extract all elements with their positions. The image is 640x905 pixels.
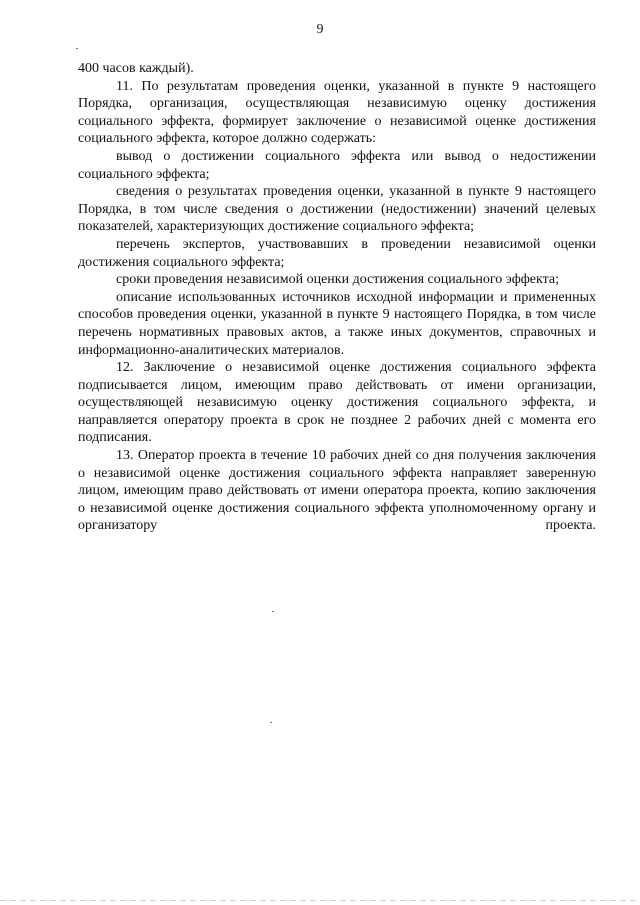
paragraph-item-12: 12. Заключение о независимой оценке достижения социального эффекта подписывается лицом, имеющим право действовать от имени организации, осуществляющей независимую оценку достижения социального эффекта, и направляется оператору проекта в срок не позднее 2 рабочих дней с момента его подписания.: [78, 360, 596, 446]
scan-speck: [270, 722, 272, 723]
paragraph-conclusion-content: вывод о достижении социального эффекта или вывод о недостижении социального эффекта;: [78, 148, 596, 182]
paragraph-item-11: 11. По результатам проведения оценки, указанной в пункте 9 настоящего Порядка, организация, осуществляющая независимую оценку достижения социального эффекта, формирует заключение о независимой оценке достижения социального эффекта, которое должно содержать:: [78, 78, 596, 147]
paragraph-sources-description: описание использованных источников исходной информации и примененных способов проведения оценки, указанной в пункте 9 настоящего Порядка, в том числе перечень нормативных правовых актов, а также иных документов, справочных и информационно-аналитических материалов.: [78, 289, 596, 358]
paragraph-evaluation-terms: сроки проведения независимой оценки достижения социального эффекта;: [116, 272, 560, 288]
paragraph-item-13: 13. Оператор проекта в течение 10 рабочих дней со дня получения заключения о независимой оценке достижения социального эффекта направляет заверенную лицом, имеющим право действовать от имени оператора проекта, копию заключения о независимой оценке достижения социального эффекта уполномоченному органу и организатору проекта.: [78, 448, 596, 534]
scan-speck: [76, 48, 78, 49]
scan-edge-line: [0, 900, 640, 901]
paragraph-continuation: 400 часов каждый).: [78, 61, 194, 76]
paragraph-evaluation-results: сведения о результатах проведения оценки, указанной в пункте 9 настоящего Порядка, в том числе сведения о достижении (недостижении) значений целевых показателей, характеризующих достижение социального эффекта;: [78, 184, 596, 235]
scan-speck: [272, 611, 274, 612]
document-body: [78, 60, 596, 535]
page-number: 9: [316, 22, 324, 37]
paragraph-experts-list: перечень экспертов, участвовавших в проведении независимой оценки достижения социального эффекта;: [78, 236, 596, 270]
